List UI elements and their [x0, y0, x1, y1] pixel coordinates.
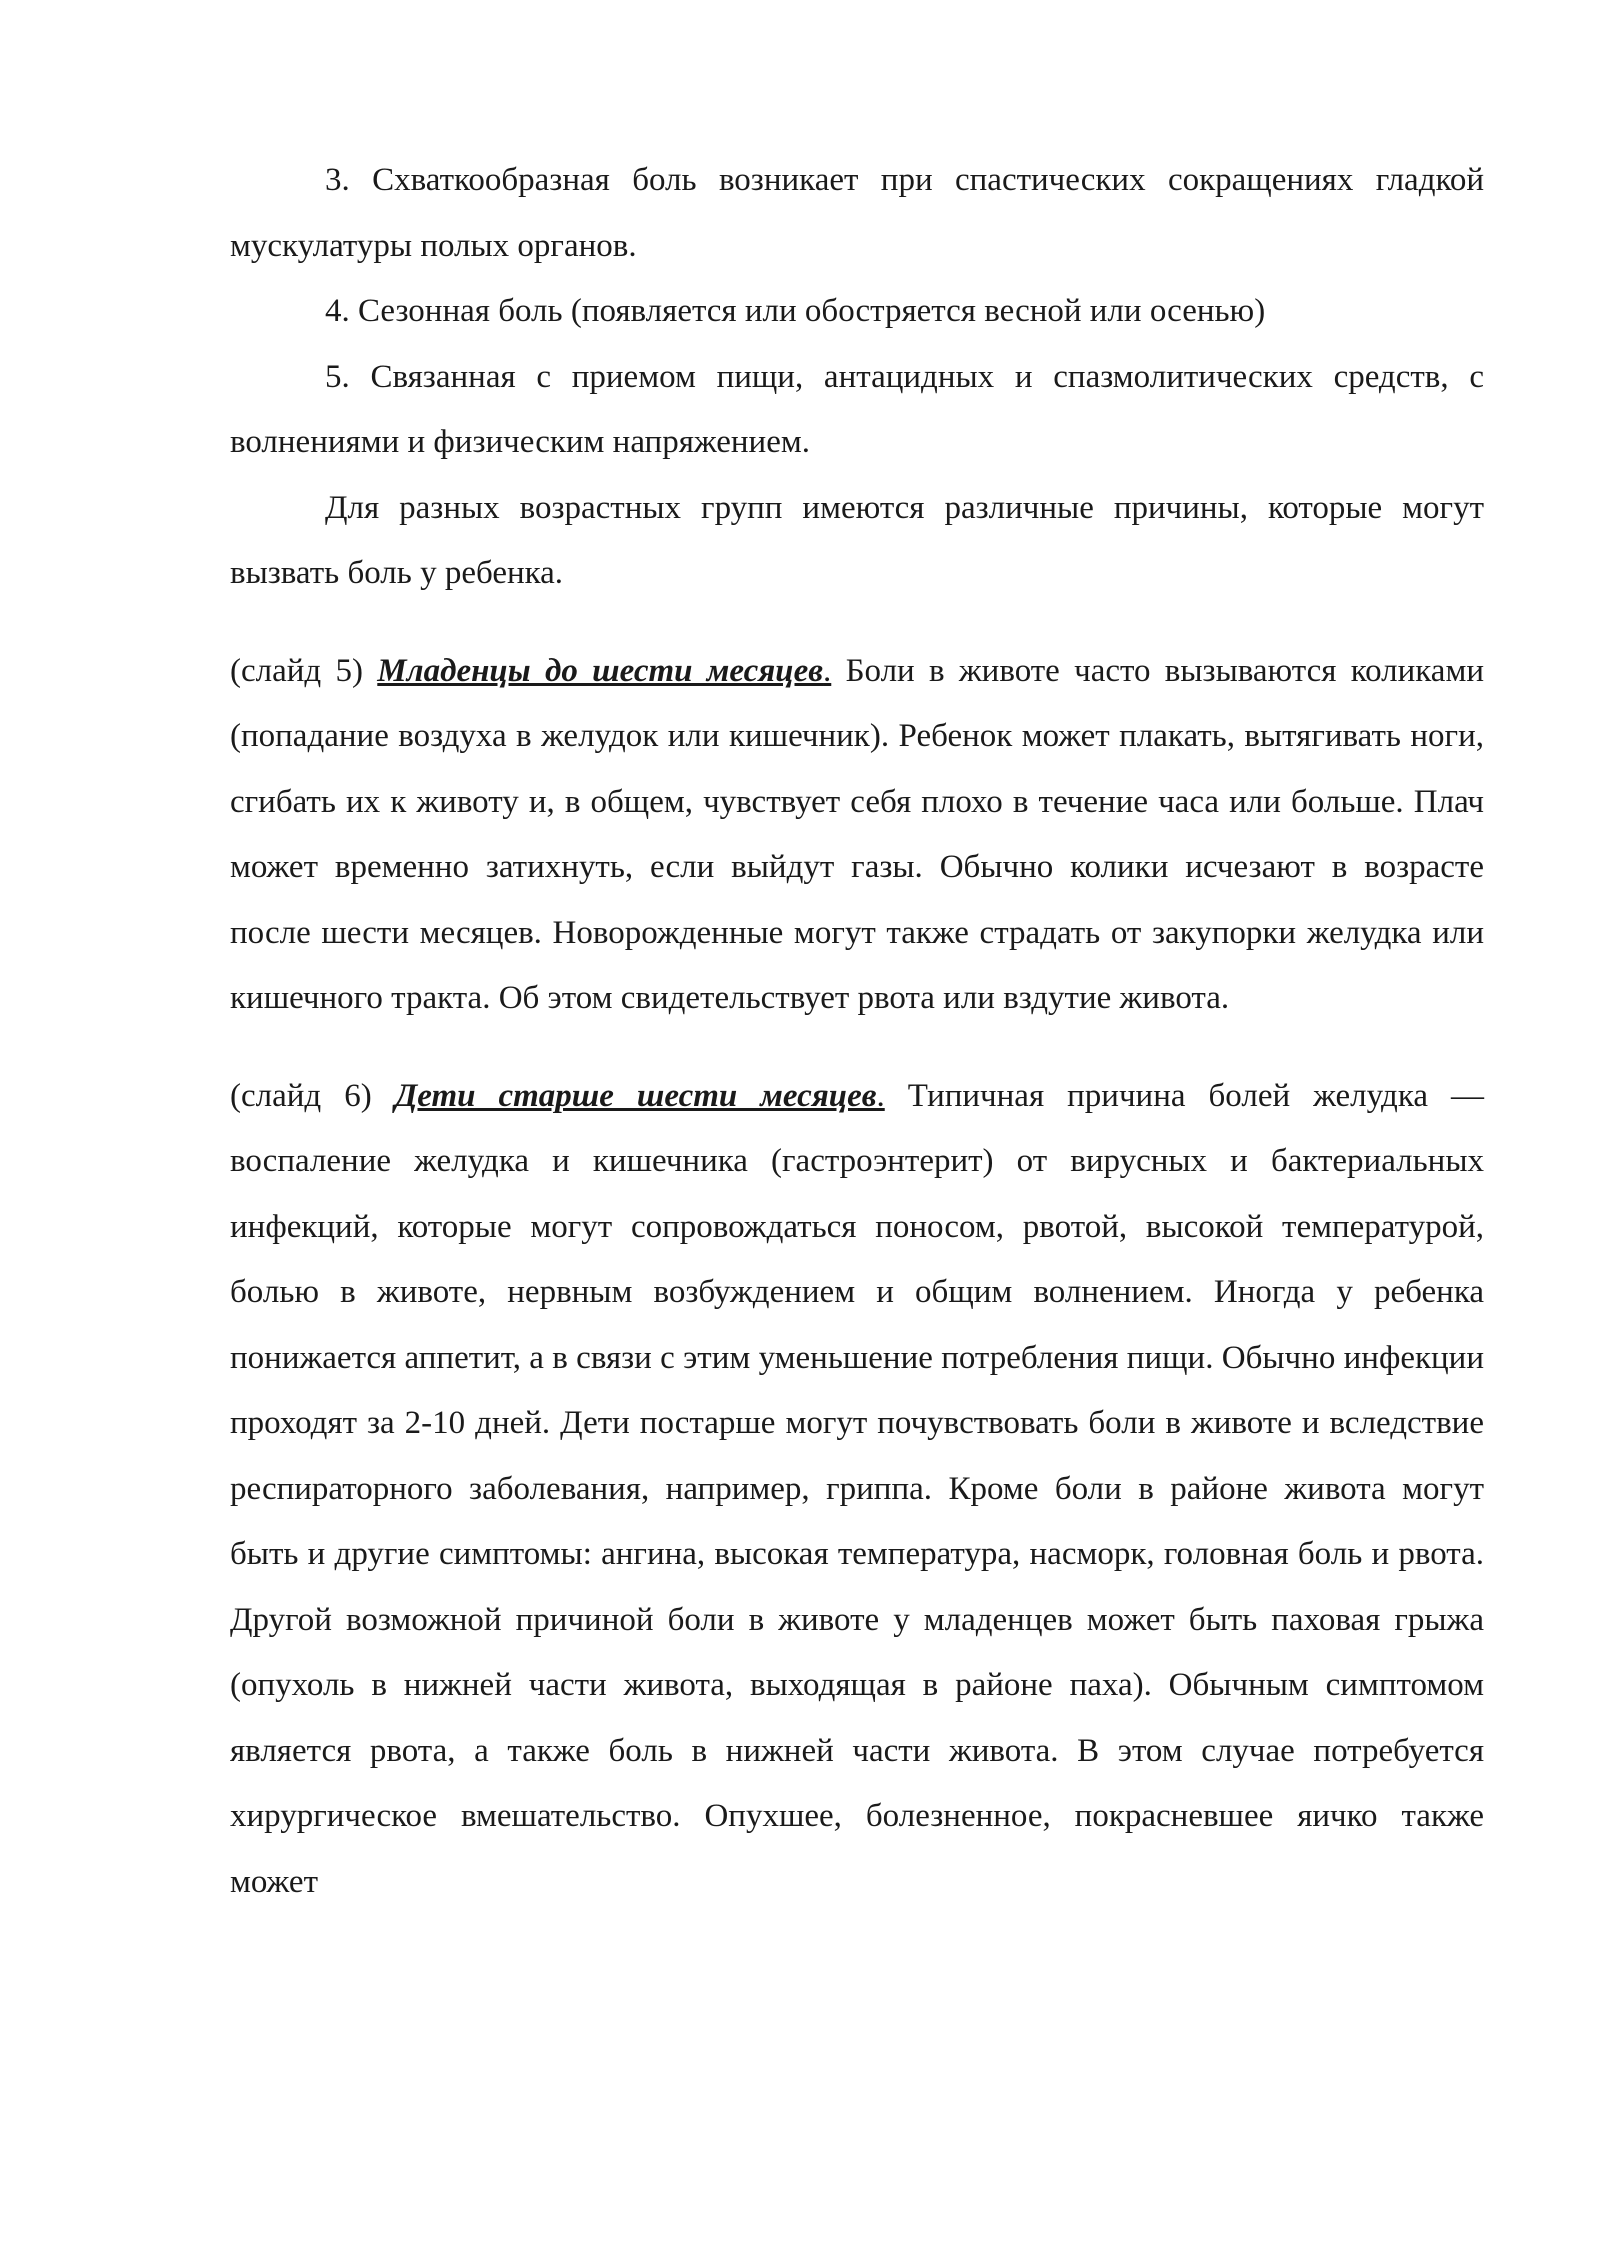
- section-body-infants: Боли в животе часто вызываются коликами (попадание воздуха в желудок или кишечник). Ребенок может плакать, вытягивать ноги, сгибать их к животу и, в общем, чувствует себя плохо в течение часа или больше. Плач может временно затихнуть, если выйдут газы. Обычно колики исчезают в возрасте после шести месяцев. Новорожденные могут также страдать от закупорки желудка или кишечного тракта. Об этом свидетельствует рвота или вздутие живота.: [230, 652, 1484, 1016]
- list-item-seasonal-pain: 4. Сезонная боль (появляется или обостряется весной или осенью): [325, 293, 1266, 329]
- paragraph-spacer: [230, 1032, 1484, 1064]
- list-item-spasm-pain: 3. Схваткообразная боль возникает при спастических сокращениях гладкой мускулатуры полых органов.: [230, 162, 1484, 264]
- slide-reference: (слайд 5): [230, 652, 378, 689]
- document-body: [230, 148, 1484, 1915]
- slide-reference: (слайд 6): [230, 1077, 395, 1114]
- heading-period: .: [823, 652, 832, 689]
- section-heading-older-children: Дети старше шести месяцев: [394, 1077, 877, 1114]
- section-heading-infants: Младенцы до шести месяцев: [377, 652, 824, 689]
- section-infants-paragraph: [230, 639, 1484, 1032]
- paragraph-spacer: [230, 607, 1484, 639]
- heading-period: .: [876, 1077, 885, 1114]
- age-groups-paragraph: Для разных возрастных групп имеются различные причины, которые могут вызвать боль у ребенка.: [230, 489, 1484, 591]
- section-older-children-paragraph: [230, 1064, 1484, 1916]
- list-item-food-related-pain: 5. Связанная с приемом пищи, антацидных и спазмолитических средств, с волнениями и физическим напряжением.: [230, 358, 1484, 460]
- section-body-older-children: Типичная причина болей желудка — воспаление желудка и кишечника (гастроэнтерит) от вирусных и бактериальных инфекций, которые могут сопровождаться поносом, рвотой, высокой температурой, болью в животе, нервным возбуждением и общим волнением. Иногда у ребенка понижается аппетит, а в связи с этим уменьшение потребления пищи. Обычно инфекции проходят за 2-10 дней. Дети постарше могут почувствовать боли в животе и вследствие респираторного заболевания, например, гриппа. Кроме боли в районе живота могут быть и другие симптомы: ангина, высокая температура, насморк, головная боль и рвота. Другой возможной причиной боли в животе у младенцев может быть паховая грыжа (опухоль в нижней части живота, выходящая в районе паха). Обычным симптомом является рвота, а также боль в нижней части живота. В этом случае потребуется хирургическое вмешательство. Опухшее, болезненное, покрасневшее яичко также может: [230, 1077, 1484, 1900]
